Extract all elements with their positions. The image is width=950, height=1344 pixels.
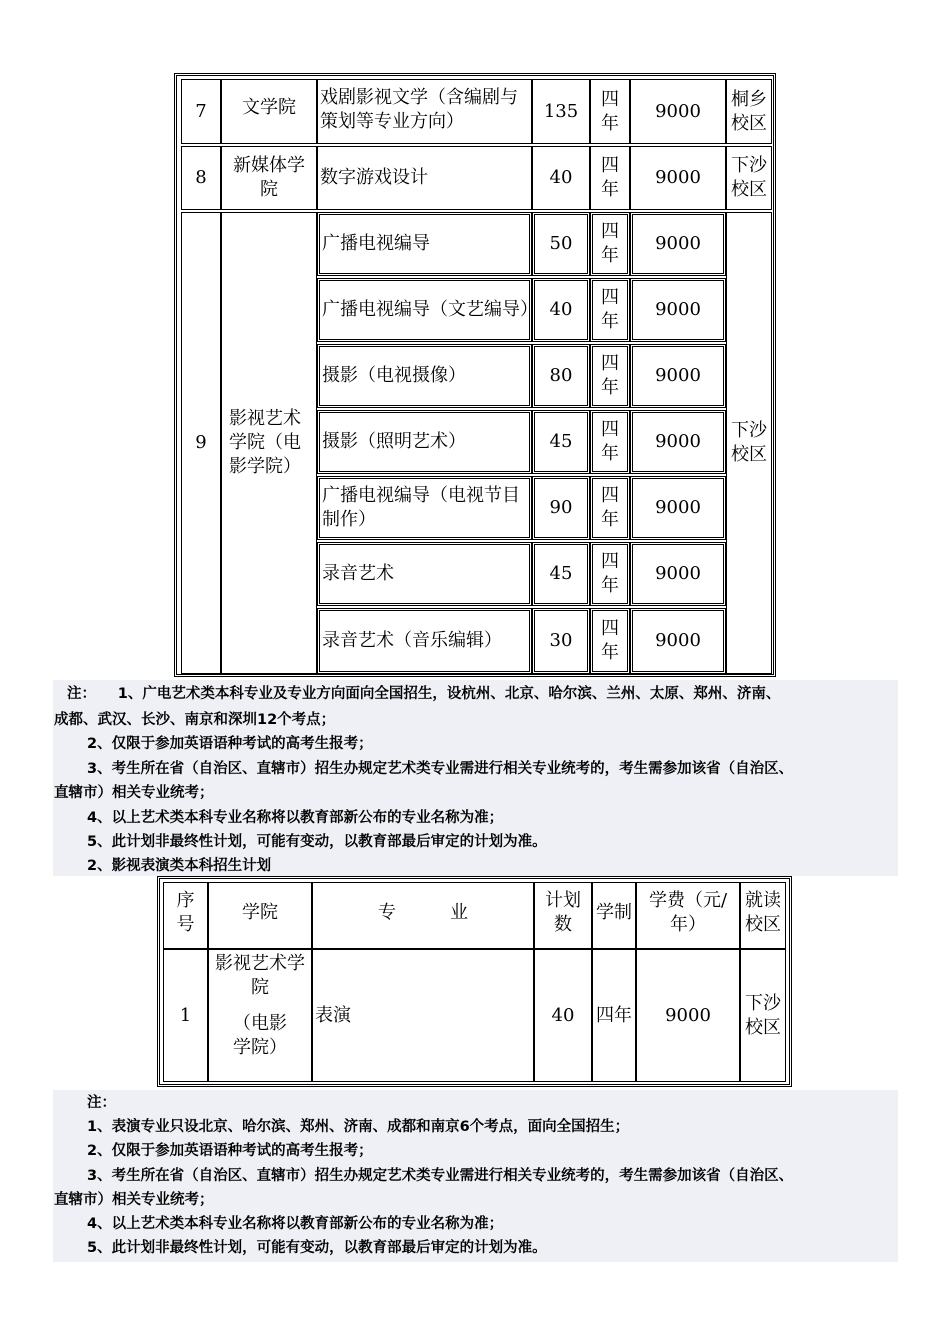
row1-fee: 9000 <box>636 949 740 1082</box>
header-no: 序号 <box>163 882 208 949</box>
row7-campus: 桐乡校区 <box>726 79 772 144</box>
row1-college-alias: （电影学院） <box>233 1013 287 1058</box>
note-line: 成都、武汉、长沙、南京和深圳12个考点； <box>54 712 336 728</box>
section-heading: 2、影视表演类本科招生计划 <box>87 858 272 874</box>
subrow-1-years: 四年 <box>601 221 619 266</box>
row1-years: 四年 <box>592 949 636 1082</box>
row1-college <box>208 949 312 1082</box>
subrow-7-quota: 30 <box>549 630 573 651</box>
subrow-1-major: 广播电视编导 <box>322 233 430 254</box>
header-fee: 学费（元/年） <box>636 882 740 949</box>
row8-campus: 下沙校区 <box>726 146 772 210</box>
note-line: 4、以上艺术类本科专业名称将以教育部新公布的专业名称为准； <box>87 810 504 826</box>
row7-quota: 135 <box>532 79 590 144</box>
subrow-5-fee: 9000 <box>655 497 701 518</box>
row1-college-name: 影视艺术学院 <box>215 953 305 998</box>
note-line: 4、以上艺术类本科专业名称将以教育部新公布的专业名称为准； <box>87 1216 504 1232</box>
header-quota: 计划数 <box>534 882 592 949</box>
note-line: 注： 1、广电艺术类本科专业及专业方向面向全国招生，设杭州、北京、哈尔滨、兰州、太原、郑州、济南、 <box>67 686 781 702</box>
note-line: 直辖市）相关专业统考； <box>54 785 214 801</box>
subrow-7-fee: 9000 <box>655 630 701 651</box>
subrow-6-years: 四年 <box>601 551 619 596</box>
row7-years: 四年 <box>590 79 630 144</box>
row1-major: 表演 <box>312 949 534 1082</box>
subrow-2-years: 四年 <box>601 287 619 332</box>
enrollment-table-1 <box>174 73 776 677</box>
row8-years: 四年 <box>590 146 630 210</box>
note-line: 3、考生所在省（自治区、直辖市）招生办规定艺术类专业需进行相关专业统考的，考生需参加该省（自治区、 <box>87 1168 794 1184</box>
subrow-4-major: 摄影（照明艺术） <box>322 431 466 452</box>
row8-college: 新媒体学院 <box>221 146 317 210</box>
row7-college: 文学院 <box>221 79 317 144</box>
subrow-2-quota: 40 <box>549 299 573 320</box>
note-line: 直辖市）相关专业统考； <box>54 1192 214 1208</box>
row9-campus: 下沙校区 <box>726 212 772 674</box>
subrow-5-quota: 90 <box>549 497 573 518</box>
note-line: 3、考生所在省（自治区、直辖市）招生办规定艺术类专业需进行相关专业统考的，考生需参加该省（自治区、 <box>87 761 794 777</box>
header-campus: 就读校区 <box>740 882 786 949</box>
subrow-7-years: 四年 <box>601 618 619 663</box>
subrow-1-fee: 9000 <box>655 233 701 254</box>
subrow-3-quota: 80 <box>549 365 573 386</box>
note-line: 1、表演专业只设北京、哈尔滨、郑州、济南、成都和南京6个考点，面向全国招生； <box>87 1119 630 1135</box>
row7-fee: 9000 <box>630 79 726 144</box>
subrow-4-fee: 9000 <box>655 431 701 452</box>
subrow-3-major: 摄影（电视摄像） <box>322 365 466 386</box>
subrow-6-major: 录音艺术 <box>322 563 394 584</box>
header-major: 专 业 <box>312 882 534 949</box>
subrow-3-years: 四年 <box>601 353 619 398</box>
subrow-5-major: 广播电视编导（电视节目制作） <box>322 485 520 530</box>
row9-no: 9 <box>181 212 221 674</box>
row1-quota: 40 <box>534 949 592 1082</box>
subrow-7-major: 录音艺术（音乐编辑） <box>322 630 502 651</box>
row8-major: 数字游戏设计 <box>317 146 532 210</box>
row8-no: 8 <box>181 146 221 210</box>
subrow-1-quota: 50 <box>549 233 573 254</box>
row8-fee: 9000 <box>630 146 726 210</box>
row7-no: 7 <box>181 79 221 144</box>
row9-college: 影视艺术学院（电影学院） <box>221 212 317 674</box>
header-years: 学制 <box>592 882 636 949</box>
row7-major: 戏剧影视文学（含编剧与策划等专业方向） <box>317 79 532 144</box>
subrow-3-fee: 9000 <box>655 365 701 386</box>
subrow-6-fee: 9000 <box>655 563 701 584</box>
subrow-5-years: 四年 <box>601 485 619 530</box>
subrow-4-quota: 45 <box>549 431 573 452</box>
row1-campus: 下沙校区 <box>740 949 786 1082</box>
subrow-2-fee: 9000 <box>655 299 701 320</box>
row8-quota: 40 <box>532 146 590 210</box>
note-heading: 注： <box>87 1095 116 1111</box>
note-line: 5、此计划非最终性计划，可能有变动，以教育部最后审定的计划为准。 <box>87 1240 547 1256</box>
subrow-6-quota: 45 <box>549 563 573 584</box>
header-college: 学院 <box>208 882 312 949</box>
note-line: 5、此计划非最终性计划，可能有变动，以教育部最后审定的计划为准。 <box>87 834 547 850</box>
note-line: 2、仅限于参加英语语种考试的高考生报考； <box>87 1143 373 1159</box>
notes-block-1 <box>53 680 898 876</box>
subrow-2-major: 广播电视编导（文艺编导） <box>322 299 538 320</box>
note-line: 2、仅限于参加英语语种考试的高考生报考； <box>87 736 373 752</box>
notes-block-2 <box>53 1090 898 1262</box>
enrollment-table-2 <box>157 876 792 1087</box>
row1-no: 1 <box>163 949 208 1082</box>
subrow-4-years: 四年 <box>601 419 619 464</box>
